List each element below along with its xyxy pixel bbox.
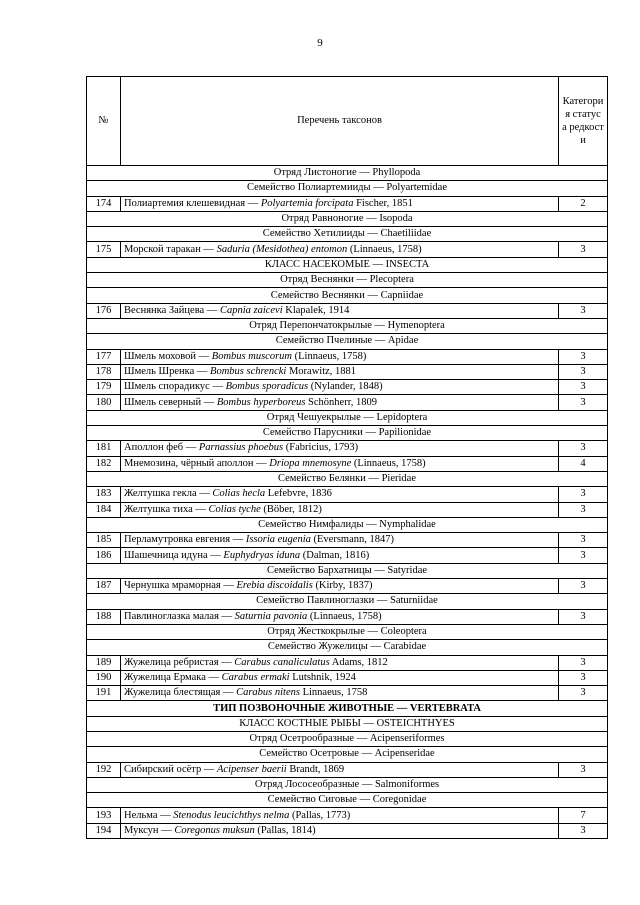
species-common-name: Сибирский осётр —: [124, 763, 218, 775]
species-author: Linnaeus, 1758: [299, 687, 368, 699]
species-row: [87, 395, 608, 410]
species-number: 175: [87, 242, 121, 257]
species-name: [121, 579, 559, 594]
header-taxa: Перечень таксонов: [121, 77, 559, 166]
taxon-group-row: [87, 273, 608, 288]
rarity-category: 2: [559, 196, 608, 211]
species-name: [121, 242, 559, 257]
species-name: [121, 456, 559, 471]
taxon-group-row: [87, 563, 608, 578]
species-author: Adams, 1812: [329, 656, 388, 668]
species-latin-name: Capnia zaicevi: [219, 304, 283, 316]
taxon-group-title: Семейство Бархатницы — Satyridae: [87, 563, 608, 578]
species-name: [121, 502, 559, 517]
species-number: 179: [87, 380, 121, 395]
species-author: Lefebvre, 1836: [265, 488, 332, 500]
species-row: [87, 303, 608, 318]
species-latin-name: Bombus schrencki: [210, 366, 287, 377]
species-common-name: Аполлон феб —: [124, 442, 199, 454]
species-row: [87, 487, 608, 502]
species-row: [87, 533, 608, 548]
rarity-category: 3: [559, 395, 608, 410]
species-author: (Pallas, 1773): [289, 809, 351, 821]
species-name: [121, 609, 559, 624]
header-category: Категория статус а редкости: [559, 77, 608, 166]
species-author: (Linnaeus, 1758): [307, 610, 382, 622]
rarity-category: 3: [559, 609, 608, 624]
species-latin-name: Erebia discoidalis: [236, 580, 313, 592]
species-number: 194: [87, 823, 121, 838]
species-number: 193: [87, 808, 121, 823]
taxon-group-row: [87, 318, 608, 333]
species-number: 176: [87, 303, 121, 318]
species-name: [121, 548, 559, 563]
species-name: [121, 349, 559, 364]
species-latin-name: Stenodus leucichthys nelma: [173, 809, 290, 821]
species-number: 186: [87, 548, 121, 563]
taxon-group-title: Отряд Чешуекрылые — Lepidoptera: [87, 410, 608, 425]
species-number: 189: [87, 655, 121, 670]
taxon-group-row: [87, 777, 608, 792]
taxon-group-row: [87, 227, 608, 242]
species-common-name: Шашечница идуна —: [124, 549, 224, 561]
rarity-category: 3: [559, 441, 608, 456]
taxon-group-row: [87, 624, 608, 639]
rarity-category: 3: [559, 533, 608, 548]
species-common-name: Павлиноглазка малая —: [124, 610, 235, 622]
species-common-name: Перламутровка евгения —: [124, 534, 246, 546]
species-number: 184: [87, 502, 121, 517]
species-common-name: Жужелица ребристая —: [124, 656, 235, 668]
species-author: (Linnaeus, 1758): [347, 243, 422, 255]
species-common-name: Веснянка Зайцева —: [124, 304, 220, 316]
species-common-name: Чернушка мраморная —: [124, 580, 237, 592]
species-latin-name: Bombus muscorum: [211, 350, 293, 362]
species-common-name: Желтушка гекла —: [124, 488, 213, 500]
rarity-category: 3: [559, 242, 608, 257]
taxon-group-row: [87, 181, 608, 196]
taxon-group-row: [87, 517, 608, 532]
rarity-category: 3: [559, 487, 608, 502]
taxon-group-row: [87, 257, 608, 272]
page-number: 9: [317, 37, 323, 49]
species-author: (Fabricius, 1793): [283, 442, 359, 454]
species-number: 174: [87, 196, 121, 211]
rarity-category: 3: [559, 349, 608, 364]
species-common-name: Желтушка тиха —: [124, 503, 209, 515]
species-row: [87, 579, 608, 594]
species-row: [87, 670, 608, 685]
taxon-group-title: Семейство Нимфалиды — Nymphalidae: [87, 517, 608, 532]
rarity-category: 3: [559, 579, 608, 594]
taxon-group-title: Семейство Веснянки — Capniidae: [87, 288, 608, 303]
taxon-group-title: Отряд Жесткокрылые — Coleoptera: [87, 624, 608, 639]
species-latin-name: Colias hecla: [212, 488, 266, 500]
species-row: [87, 502, 608, 517]
species-name: [121, 670, 559, 685]
species-latin-name: Carabus nitens: [236, 687, 300, 699]
species-row: [87, 655, 608, 670]
species-common-name: Нельма —: [124, 809, 174, 821]
species-number: 180: [87, 395, 121, 410]
species-number: 185: [87, 533, 121, 548]
species-latin-name: Parnassius phoebus: [198, 442, 284, 454]
species-latin-name: Bombus hyperboreus: [216, 396, 306, 408]
species-latin-name: Euphydryas iduna: [223, 549, 301, 561]
table-body: [87, 166, 608, 839]
species-row: [87, 364, 608, 379]
species-row: [87, 686, 608, 701]
species-name: [121, 196, 559, 211]
taxon-group-row: [87, 288, 608, 303]
taxon-group-title: Отряд Осетрообразные — Acipenseriformes: [87, 731, 608, 746]
species-number: 192: [87, 762, 121, 777]
rarity-category: 3: [559, 548, 608, 563]
species-row: [87, 242, 608, 257]
taxon-group-row: [87, 410, 608, 425]
species-number: 181: [87, 441, 121, 456]
species-author: Lutshnik, 1924: [289, 671, 356, 683]
species-author: (Kirby, 1837): [312, 580, 373, 592]
species-number: 187: [87, 579, 121, 594]
species-number: 191: [87, 686, 121, 701]
taxon-group-title: Семейство Белянки — Pieridae: [87, 471, 608, 486]
species-number: 182: [87, 456, 121, 471]
taxon-group-title: ТИП ПОЗВОНОЧНЫЕ ЖИВОТНЫЕ — VERTEBRATA: [87, 701, 608, 716]
taxon-group-row: [87, 701, 608, 716]
species-latin-name: Saduria (Mesidothea) entomon: [216, 243, 348, 255]
species-author: (Dalman, 1816): [300, 549, 370, 561]
species-author: Morawitz, 1881: [286, 366, 357, 377]
species-author: Brandt, 1869: [286, 763, 345, 775]
species-row: [87, 456, 608, 471]
species-name: [121, 441, 559, 456]
taxon-group-title: Отряд Равноногие — Isopoda: [87, 211, 608, 226]
rarity-category: 3: [559, 655, 608, 670]
rarity-category: 3: [559, 686, 608, 701]
species-common-name: Мнемозина, чёрный аполлон —: [124, 457, 270, 469]
rarity-category: 3: [559, 303, 608, 318]
species-latin-name: Colias tyche: [208, 503, 261, 515]
rarity-category: 3: [559, 380, 608, 395]
rarity-category: 7: [559, 808, 608, 823]
species-row: [87, 441, 608, 456]
species-author: (Böber, 1812): [260, 503, 322, 515]
species-row: [87, 196, 608, 211]
species-common-name: Шмель северный —: [124, 396, 217, 408]
species-author: (Pallas, 1814): [254, 824, 316, 836]
taxon-group-row: [87, 211, 608, 226]
species-number: 190: [87, 670, 121, 685]
table-header-row: [87, 77, 608, 166]
taxon-group-row: [87, 716, 608, 731]
taxon-group-title: Отряд Листоногие — Phyllopoda: [87, 166, 608, 181]
species-row: [87, 349, 608, 364]
header-number: №: [87, 77, 121, 166]
taxon-group-row: [87, 731, 608, 746]
species-common-name: Морской таракан —: [124, 243, 217, 255]
species-row: [87, 380, 608, 395]
species-latin-name: Carabus ermaki: [221, 671, 290, 683]
rarity-category: 3: [559, 762, 608, 777]
species-latin-name: Polyartemia forcipata: [260, 197, 354, 209]
taxon-group-row: [87, 747, 608, 762]
species-row: [87, 548, 608, 563]
taxon-group-title: Отряд Перепончатокрылые — Hymenoptera: [87, 318, 608, 333]
taxon-group-title: КЛАСС НАСЕКОМЫЕ — INSECTA: [87, 257, 608, 272]
species-row: [87, 808, 608, 823]
taxon-group-row: [87, 166, 608, 181]
species-number: 188: [87, 609, 121, 624]
taxon-group-row: [87, 471, 608, 486]
species-common-name: Шмель спорадикус —: [124, 381, 226, 393]
taxon-group-row: [87, 426, 608, 441]
species-number: 177: [87, 349, 121, 364]
species-row: [87, 609, 608, 624]
taxon-group-title: КЛАСС КОСТНЫЕ РЫБЫ — OSTEICHTHYES: [87, 716, 608, 731]
species-latin-name: Coregonus muksun: [174, 824, 255, 836]
taxon-group-title: Семейство Сиговые — Coregonidae: [87, 793, 608, 808]
species-author: Klapalek, 1914: [282, 304, 350, 316]
species-name: [121, 487, 559, 502]
taxon-group-title: Отряд Веснянки — Plecoptera: [87, 273, 608, 288]
species-name: [121, 808, 559, 823]
species-latin-name: Issoria eugenia: [245, 534, 311, 546]
species-common-name: Шмель Шренка —: [124, 366, 211, 377]
species-common-name: Жужелица блестящая —: [124, 687, 237, 699]
rarity-category: 3: [559, 502, 608, 517]
species-common-name: Шмель моховой —: [124, 350, 212, 362]
species-common-name: Муксун —: [124, 824, 175, 836]
taxon-group-row: [87, 334, 608, 349]
species-common-name: Жужелица Ермака —: [124, 671, 222, 683]
species-author: (Linnaeus, 1758): [351, 457, 426, 469]
species-author: (Nylander, 1848): [308, 381, 383, 393]
species-latin-name: Bombus sporadicus: [225, 381, 309, 393]
taxon-group-title: Семейство Осетровые — Acipenseridae: [87, 747, 608, 762]
taxon-group-row: [87, 640, 608, 655]
species-name: [121, 823, 559, 838]
species-author: (Linnaeus, 1758): [292, 350, 367, 362]
species-author: Fischer, 1851: [353, 197, 413, 209]
taxon-group-title: Семейство Жужелицы — Carabidae: [87, 640, 608, 655]
taxon-group-title: Семейство Полиартемииды — Polyartemidae: [87, 181, 608, 196]
species-latin-name: Acipenser baerii: [217, 763, 287, 775]
species-name: [121, 364, 559, 379]
taxon-group-title: Семейство Пчелиные — Apidae: [87, 334, 608, 349]
species-name: [121, 380, 559, 395]
rarity-category: 3: [559, 364, 608, 379]
taxon-group-row: [87, 793, 608, 808]
taxon-group-title: Семейство Хетилииды — Chaetiliidae: [87, 227, 608, 242]
taxon-group-row: [87, 594, 608, 609]
species-name: [121, 303, 559, 318]
species-number: 183: [87, 487, 121, 502]
species-latin-name: Driopa mnemosyne: [269, 457, 352, 469]
species-row: [87, 762, 608, 777]
taxon-group-title: Отряд Лососеобразные — Salmoniformes: [87, 777, 608, 792]
species-name: [121, 762, 559, 777]
species-name: [121, 686, 559, 701]
species-latin-name: Carabus canaliculatus: [234, 656, 330, 668]
species-row: [87, 823, 608, 838]
rarity-category: 4: [559, 456, 608, 471]
species-name: [121, 655, 559, 670]
species-common-name: Полиартемия клешевидная —: [124, 197, 261, 209]
taxon-group-title: Семейство Павлиноглазки — Saturniidae: [87, 594, 608, 609]
species-latin-name: Saturnia pavonia: [234, 610, 308, 622]
species-author: (Eversmann, 1847): [310, 534, 394, 546]
species-number: 178: [87, 364, 121, 379]
rarity-category: 3: [559, 670, 608, 685]
species-name: [121, 533, 559, 548]
taxa-table: [86, 76, 608, 839]
species-name: [121, 395, 559, 410]
taxon-group-title: Семейство Парусники — Papilionidae: [87, 426, 608, 441]
species-author: Schönherr, 1809: [305, 396, 378, 408]
rarity-category: 3: [559, 823, 608, 838]
